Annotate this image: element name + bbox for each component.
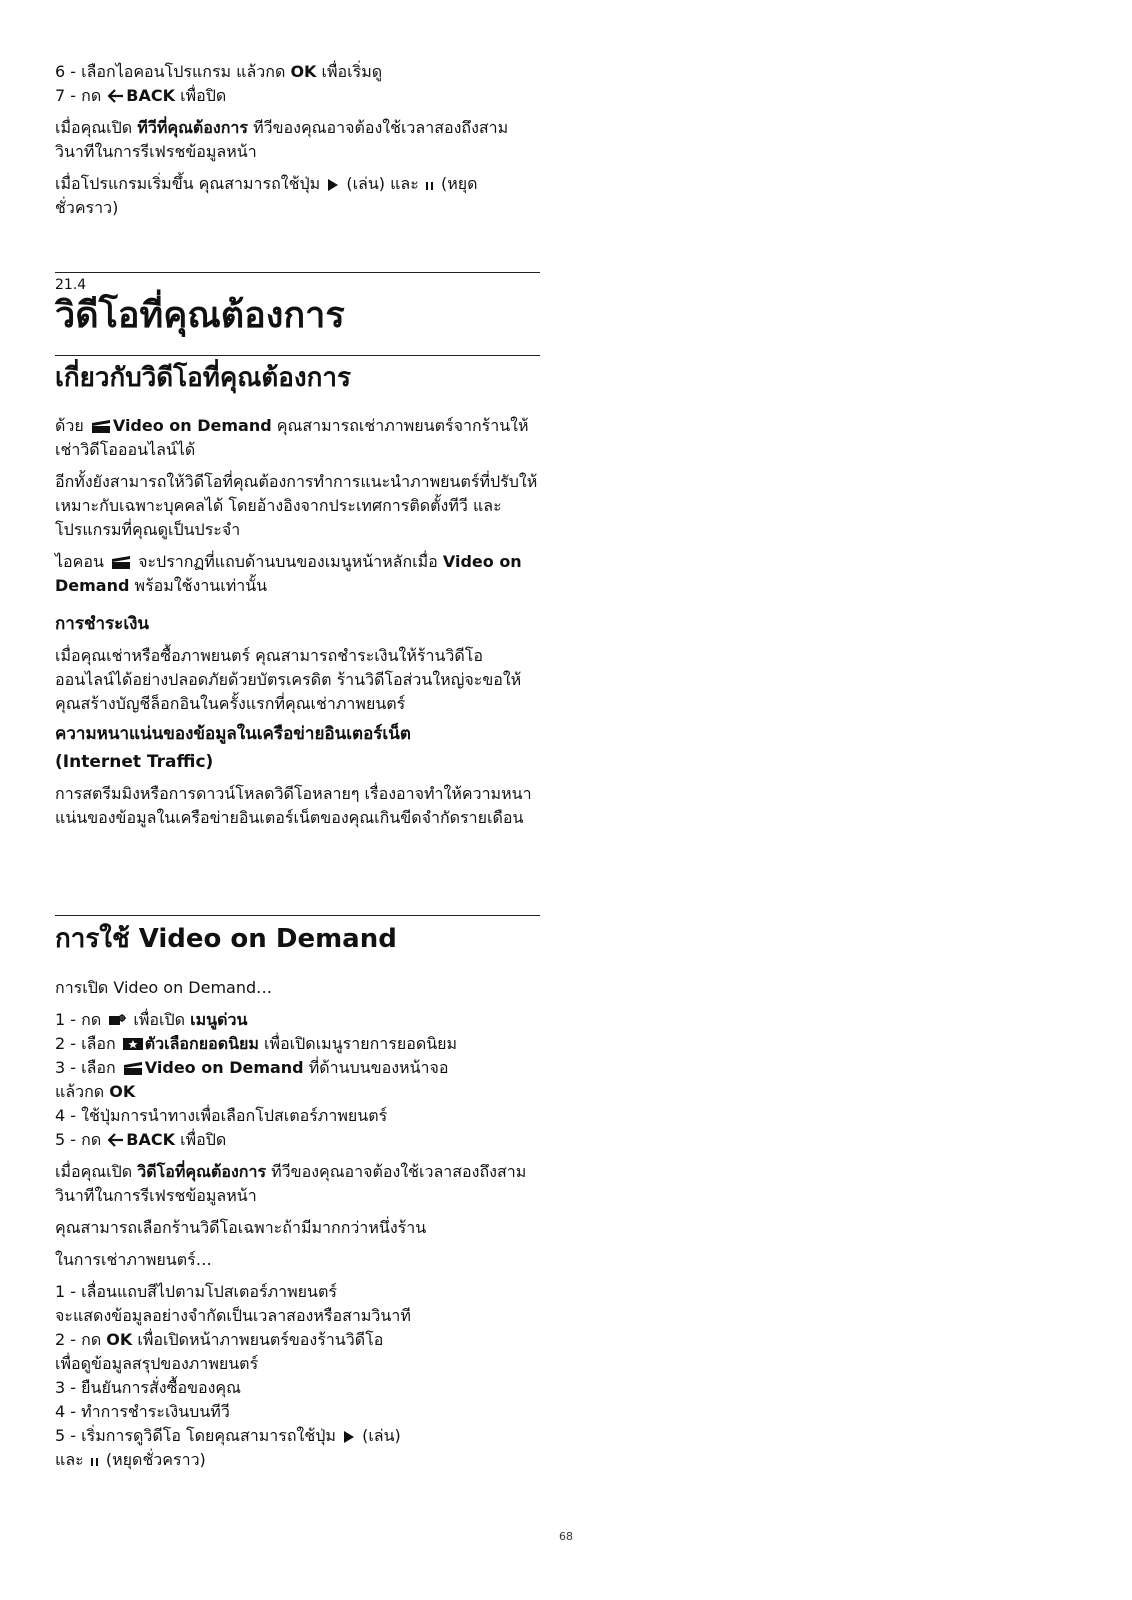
use-para-2: คุณสามารถเลือกร้านวิดีโอเฉพาะถ้ามีมากกว่าหนึ่งร้าน [55,1218,427,1237]
rent-intro: ในการเช่าภาพยนตร์… [55,1250,212,1269]
about-rule [55,355,540,356]
use-step-3b: แล้วกด OK [55,1082,136,1101]
pause-icon [91,1457,99,1467]
about-para-3: ไอคอน จะปรากฏที่แถบด้านบนของเมนูหน้าหลักเมื่อ Video on Demand พร้อมใช้งานเท่านั้น [55,552,522,595]
back-arrow-icon [108,89,124,103]
pause-icon [426,181,434,191]
use-rule [55,915,540,916]
use-body [55,976,540,1472]
about-para-1: ด้วย Video on Demand คุณสามารถเช่าภาพยนตร์จากร้านให้เช่าวิดีโอออนไลน์ได้ [55,416,529,459]
rent-step-2b: เพื่อดูข้อมูลสรุปของภาพยนตร์ [55,1354,259,1373]
use-heading: การใช้ Video on Demand [55,924,397,954]
top-para-1: เมื่อคุณเปิด ทีวีที่คุณต้องการ ทีวีของคุณอาจต้องใช้เวลาสองถึงสามวินาทีในการรีเฟรชข้อมูลหน้า [55,118,509,161]
open-steps [55,1008,540,1152]
top-steps [55,60,540,220]
rent-step-2: 2 - กด OK เพื่อเปิดหน้าภาพยนตร์ของร้านวิดีโอ [55,1330,384,1349]
payment-text: เมื่อคุณเช่าหรือซื้อภาพยนตร์ คุณสามารถชำระเงินให้ร้านวิดีโอออนไลน์ได้อย่างปลอดภัยด้วยบัตรเครดิต ร้านวิดีโอส่วนใหญ่จะขอให้คุณสร้างบัญชีล็อกอินในครั้งแรกที่คุณเช่าภาพยนตร์ [55,646,522,713]
back-arrow-icon [108,1133,124,1147]
section-rule [55,272,540,273]
play-icon [327,179,339,191]
use-step-5: 5 - กด BACK เพื่อปิด [55,1130,227,1149]
about-heading: เกี่ยวกับวิดีโอที่คุณต้องการ [55,363,351,393]
use-step-4: 4 - ใช้ปุ่มการนำทางเพื่อเลือกโปสเตอร์ภาพยนตร์ [55,1106,388,1125]
section-number: 21.4 [55,277,87,293]
rent-step-1b: จะแสดงข้อมูลอย่างจำกัดเป็นเวลาสองหรือสามวินาที [55,1306,411,1325]
rent-steps [55,1280,540,1472]
rent-step-5b: และ (หยุดชั่วคราว) [55,1450,206,1469]
top-para-2: เมื่อโปรแกรมเริ่มขึ้น คุณสามารถใช้ปุ่ม (เล่น) และ (หยุดชั่วคราว) [55,174,478,217]
use-para-1: เมื่อคุณเปิด วิดีโอที่คุณต้องการ ทีวีของคุณอาจต้องใช้เวลาสองถึงสามวินาทีในการรีเฟรชข้อมูลหน้า [55,1162,527,1205]
traffic-heading: ความหนาแน่นของข้อมูลในเครือข่ายอินเตอร์เน็ต [55,724,411,744]
use-intro: การเปิด Video on Demand… [55,978,273,997]
traffic-heading-en: (Internet Traffic) [55,752,214,772]
video-on-demand-icon [111,555,131,569]
rent-step-4: 4 - ทำการชำระเงินบนทีวี [55,1402,230,1421]
use-step-3: 3 - เลือก Video on Demand ที่ด้านบนของหน้าจอ [55,1058,449,1077]
video-on-demand-icon [123,1061,143,1075]
about-body [55,414,540,830]
section-title: วิดีโอที่คุณต้องการ [55,295,345,336]
step-6: 6 - เลือกไอคอนโปรแกรม แล้วกด OK เพื่อเริ่มดู [55,62,383,81]
rent-step-1: 1 - เลื่อนแถบสีไปตามโปสเตอร์ภาพยนตร์ [55,1282,337,1301]
video-on-demand-icon [91,419,111,433]
payment-heading: การชำระเงิน [55,614,150,634]
play-icon [343,1431,355,1443]
use-step-1: 1 - กด เพื่อเปิด เมนูด่วน [55,1010,248,1029]
rent-step-3: 3 - ยืนยันการสั่งซื้อของคุณ [55,1378,241,1397]
about-para-2: อีกทั้งยังสามารถให้วิดีโอที่คุณต้องการทำการแนะนำภาพยนตร์ที่ปรับให้เหมาะกับเฉพาะบุคคลได้ โดยอ้างอิงจากประเทศการติดตั้งทีวี และโปรแกรมที่คุณดูเป็นประจำ [55,472,538,539]
quick-menu-icon [108,1013,126,1027]
use-step-2: 2 - เลือก ตัวเลือกยอดนิยม เพื่อเปิดเมนูรายการยอดนิยม [55,1034,458,1053]
page-number: 68 [559,1530,573,1543]
traffic-text: การสตรีมมิงหรือการดาวน์โหลดวิดีโอหลายๆ เรื่องอาจทำให้ความหนาแน่นของข้อมูลในเครือข่ายอินเตอร์เน็ตของคุณเกินขีดจำกัดรายเดือน [55,784,532,827]
step-7: 7 - กด BACK เพื่อปิด [55,86,227,105]
rent-step-5: 5 - เริ่มการดูวิดีโอ โดยคุณสามารถใช้ปุ่ม (เล่น) [55,1426,401,1445]
popular-options-icon [123,1037,143,1051]
